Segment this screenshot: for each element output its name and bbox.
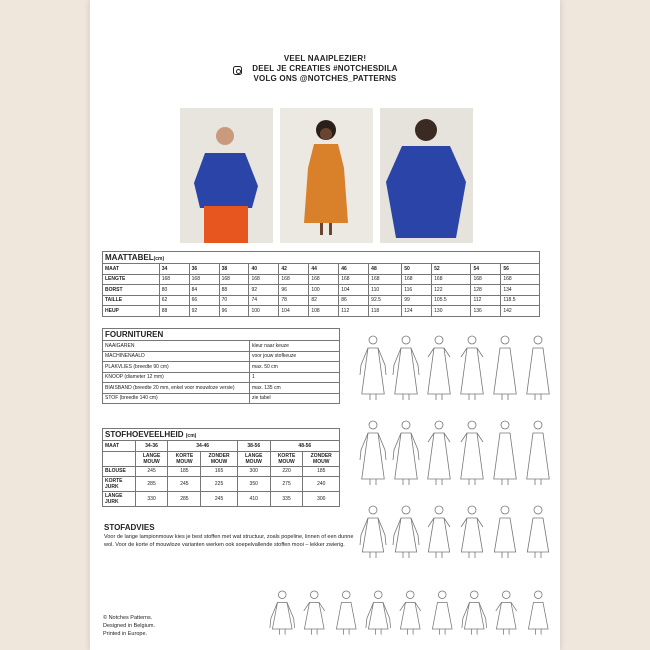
footer-designed: Designed in Belgium. (103, 623, 155, 629)
fabric-cell: LANGE JURK (103, 492, 136, 507)
dress-sketch (360, 421, 386, 485)
blouse-sketch (270, 591, 295, 635)
fabric-cell: 300 (237, 466, 270, 477)
fabric-cell: KORTE JURK (103, 477, 136, 492)
fabric-cell: 335 (270, 492, 303, 507)
supply-cell: zie tabel (250, 393, 340, 404)
supply-cell: BIAISBAND (breedte 20 mm, enkel voor mouwloze versie) (103, 383, 250, 394)
fabric-cell: 240 (303, 477, 340, 492)
size-cell: LENGTE (103, 274, 160, 285)
size-cell: 118.5 (501, 295, 540, 306)
blouse-sketch (304, 591, 325, 635)
size-cell: 48 (369, 264, 402, 275)
size-cell: 34 (159, 264, 189, 275)
size-cell: 56 (501, 264, 540, 275)
size-cell: 142 (501, 306, 540, 317)
dress-sketch (393, 506, 419, 558)
supply-cell: KNOOP (diameter 12 mm) (103, 372, 250, 383)
size-cell: 168 (249, 274, 279, 285)
size-cell: 78 (279, 295, 309, 306)
fabric-cell: 185 (303, 466, 340, 477)
supply-cell: max. 135 cm (250, 383, 340, 394)
dress-sketch (428, 421, 451, 485)
supply-cell: max. 50 cm (250, 362, 340, 373)
advice-title: STOFADVIES (104, 523, 155, 532)
dress-sketch (527, 421, 550, 485)
fabric-col-header: KORTE MOUW (270, 451, 303, 466)
size-cell: 96 (219, 306, 249, 317)
dress-sketch (461, 336, 484, 400)
size-cell: 116 (402, 285, 432, 296)
pattern-page (90, 0, 560, 650)
fabric-cell: 220 (270, 466, 303, 477)
size-cell: 136 (471, 306, 501, 317)
fabric-cell: 225 (201, 477, 237, 492)
size-cell: 105.5 (432, 295, 471, 306)
size-cell: 122 (432, 285, 471, 296)
supply-cell: kleur naar keuze (250, 341, 340, 352)
size-cell: 50 (402, 264, 432, 275)
size-cell: 74 (249, 295, 279, 306)
header-line-2: DEEL JE CREATIES #NOTCHESDILA (252, 64, 398, 73)
size-cell: 100 (249, 306, 279, 317)
header-line-1: VEEL NAAIPLEZIER! (283, 54, 367, 63)
supply-cell: NAAIGAREN (103, 341, 250, 352)
size-cell: 108 (309, 306, 339, 317)
size-cell: 92 (189, 306, 219, 317)
size-cell: 92.5 (369, 295, 402, 306)
size-cell: 168 (189, 274, 219, 285)
size-cell: 46 (339, 264, 369, 275)
dress-sketch (494, 336, 517, 400)
size-cell: 168 (471, 274, 501, 285)
size-cell: 104 (339, 285, 369, 296)
dress-sketch (461, 421, 484, 485)
size-cell: 112 (471, 295, 501, 306)
fabric-table: STOFHOEVEELHEID (cm) MAAT 34-36 34-46 38-56 48-56 LANGE MOUW KORTE MOUW ZONDER MOUW LANGE MOUW KORTE MOUW ZONDER MOUW BLOUSE 245 185 165 300 220 185 KORTE JURK 285 245 225 350 275 240 LANGE JURK 330 285 245 410 335 300 (102, 428, 340, 507)
technical-drawings (90, 0, 560, 650)
size-cell: 66 (189, 295, 219, 306)
size-cell: 70 (219, 295, 249, 306)
size-cell: 130 (432, 306, 471, 317)
fabric-cell: 410 (237, 492, 270, 507)
size-cell: 124 (402, 306, 432, 317)
dress-sketch (494, 421, 517, 485)
size-cell: 88 (159, 306, 189, 317)
dress-sketch (428, 506, 450, 558)
blouse-sketch (462, 591, 487, 635)
size-cell: 168 (501, 274, 540, 285)
fabric-cell: 165 (201, 466, 237, 477)
size-cell: 168 (432, 274, 471, 285)
fabric-cell: 245 (168, 477, 201, 492)
size-cell: 96 (279, 285, 309, 296)
size-cell: 40 (249, 264, 279, 275)
blouse-sketch (366, 591, 391, 635)
fabric-col-header: LANGE MOUW (135, 451, 168, 466)
supply-cell: STOF (breedte 140 cm) (103, 393, 250, 404)
size-cell: 168 (339, 274, 369, 285)
size-cell: 168 (219, 274, 249, 285)
fabric-col-header: LANGE MOUW (237, 451, 270, 466)
dress-sketch (393, 421, 419, 485)
size-cell: 110 (369, 285, 402, 296)
size-cell: 100 (309, 285, 339, 296)
fabric-cell: 350 (237, 477, 270, 492)
blouse-sketch (400, 591, 421, 635)
size-cell: 38 (219, 264, 249, 275)
fabric-cell: 275 (270, 477, 303, 492)
size-cell: BORST (103, 285, 160, 296)
size-cell: 54 (471, 264, 501, 275)
size-cell: 168 (159, 274, 189, 285)
size-cell: TAILLE (103, 295, 160, 306)
size-cell: 44 (309, 264, 339, 275)
blouse-sketch (336, 591, 356, 635)
fabric-cell: 245 (201, 492, 237, 507)
size-cell: 168 (369, 274, 402, 285)
fabric-cell: 330 (135, 492, 168, 507)
size-cell: 86 (339, 295, 369, 306)
size-cell: 168 (402, 274, 432, 285)
dress-sketch (393, 336, 419, 400)
blouse-sketch (528, 591, 548, 635)
footer-copyright: © Notches Patterns. (103, 615, 153, 621)
dress-sketch (428, 336, 451, 400)
size-cell: 82 (309, 295, 339, 306)
size-cell: 88 (219, 285, 249, 296)
size-cell: 36 (189, 264, 219, 275)
blouse-sketch (432, 591, 452, 635)
size-cell: 112 (339, 306, 369, 317)
dress-sketch (360, 506, 386, 558)
fabric-cell: 285 (168, 492, 201, 507)
size-cell: 52 (432, 264, 471, 275)
size-cell: 104 (279, 306, 309, 317)
fabric-cell: 285 (135, 477, 168, 492)
size-cell: 80 (159, 285, 189, 296)
size-cell: HEUP (103, 306, 160, 317)
footer-printed: Printed in Europe. (103, 631, 148, 637)
supply-cell: MACHINENAALD (103, 351, 250, 362)
supply-cell: voor jouw stofkeuze (250, 351, 340, 362)
fabric-cell: BLOUSE (103, 466, 136, 477)
supply-cell: PLAKVLIES (breedte 90 cm) (103, 362, 250, 373)
size-cell: 84 (189, 285, 219, 296)
dress-sketch (527, 336, 550, 400)
size-cell: 134 (501, 285, 540, 296)
fabric-cell: 245 (135, 466, 168, 477)
fabric-cell: 300 (303, 492, 340, 507)
dress-sketch (360, 336, 386, 400)
header-line-3: VOLG ONS @NOTCHES_PATTERNS (253, 74, 397, 83)
advice-text: Voor de lange lampionmouw kies je best stoffen met wat structuur, zoals popeline, linnen of een dunne wol. Voor de korte of mouwloze varianten werken ook soepelvallende stoffen mooi – lekker zwierig. (104, 534, 354, 548)
fabric-cell: 185 (168, 466, 201, 477)
size-cell: 99 (402, 295, 432, 306)
blouse-sketch (496, 591, 517, 635)
size-cell: 42 (279, 264, 309, 275)
supplies-table: FOURNITUREN NAAIGAREN kleur naar keuze MACHINENAALD voor jouw stofkeuze PLAKVLIES (breedte 90 cm) max. 50 cm KNOOP (diameter 12 mm) 1 BIAISBAND (breedte 20 mm, enkel voor mouwloze versie) max. 135 cm STOF (breedte 140 cm) zie tabel (102, 328, 340, 404)
size-cell: 92 (249, 285, 279, 296)
fabric-col-header: ZONDER MOUW (201, 451, 237, 466)
dress-sketch (461, 506, 483, 558)
size-table: MAATTABEL(cm) MAAT 34 36 38 40 42 44 46 48 50 52 54 56 LENGTE 168 168 168 168 168 168 168 168 168 168 168 168 BORST 80 84 88 92 96 100 104 110 116 122 128 134 TAILLE 62 66 70 74 78 82 86 92.5 99 105.5 112 118.5 HEUP 88 92 96 100 104 108 112 118 124 130 136 142 (102, 251, 540, 317)
supply-cell: 1 (250, 372, 340, 383)
size-cell: 62 (159, 295, 189, 306)
size-cell: 168 (309, 274, 339, 285)
dress-sketch (527, 506, 548, 558)
fabric-col-header: ZONDER MOUW (303, 451, 340, 466)
size-cell: MAAT (103, 264, 160, 275)
size-cell: 168 (279, 274, 309, 285)
size-cell: 128 (471, 285, 501, 296)
size-cell: 118 (369, 306, 402, 317)
dress-sketch (494, 506, 515, 558)
fabric-col-header: KORTE MOUW (168, 451, 201, 466)
